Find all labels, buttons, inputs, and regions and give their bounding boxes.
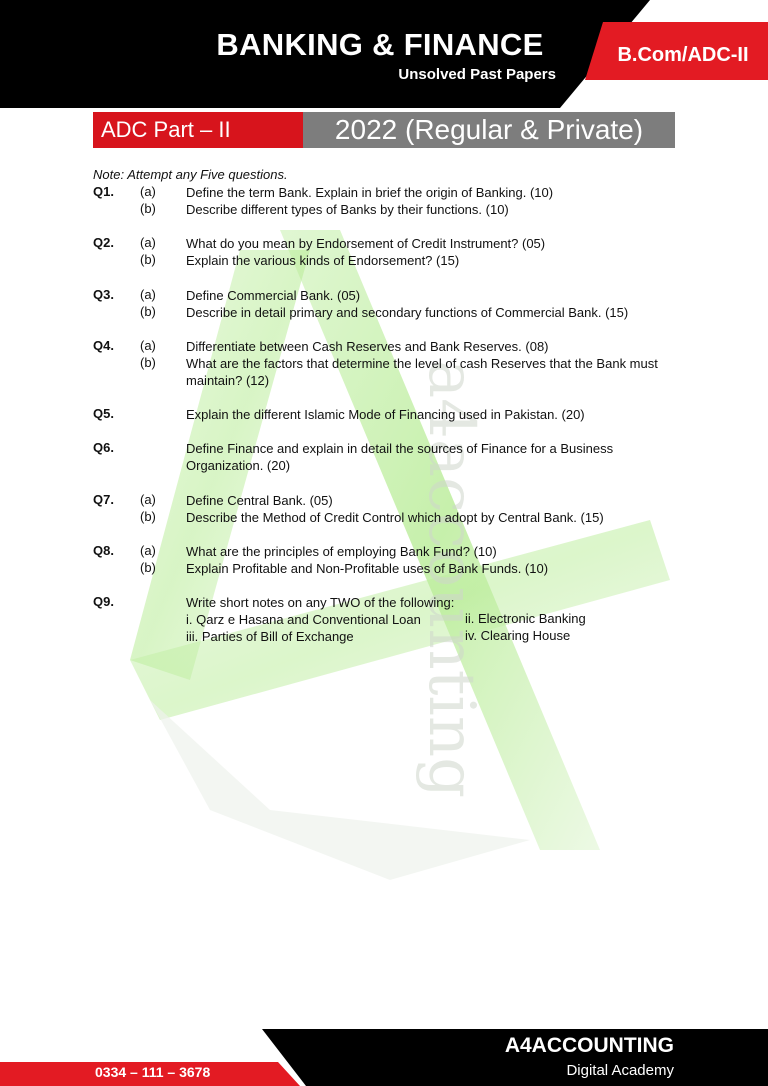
- question-text: Define Finance and explain in detail the sources of Finance for a Business Organization. (20): [186, 441, 614, 473]
- footer-brand: A4ACCOUNTING: [504, 1034, 674, 1057]
- question-text: Explain the different Islamic Mode of Financing used in Pakistan. (20): [186, 407, 585, 422]
- short-note-option: ii. Electronic Banking: [465, 611, 586, 626]
- page-title: BANKING & FINANCE: [216, 27, 544, 62]
- question-number: Q4.: [93, 338, 114, 353]
- watermark-text: a4accounting: [414, 360, 488, 799]
- question-text: Define Commercial Bank. (05): [186, 288, 361, 303]
- footer-phone: 0334 – 111 – 3678: [95, 1064, 211, 1080]
- question-part-label: (a): [140, 543, 156, 558]
- question-text: Explain Profitable and Non-Profitable uses of Bank Funds. (10): [186, 561, 549, 576]
- question-part-label: (b): [140, 252, 156, 267]
- question-part-label: (b): [140, 201, 156, 216]
- question-part-label: (a): [140, 338, 156, 353]
- question-number: Q5.: [93, 406, 114, 421]
- question-part-label: (b): [140, 355, 156, 370]
- question-number: Q3.: [93, 287, 114, 302]
- question-text: What are the principles of employing Bank Fund? (10): [186, 544, 497, 559]
- short-note-option: i. Qarz e Hasana and Conventional Loan: [186, 612, 421, 627]
- question-part-label: (b): [140, 560, 156, 575]
- question-text: Write short notes on any TWO of the following:: [186, 595, 455, 610]
- question-part-label: (a): [140, 235, 156, 250]
- question-number: Q7.: [93, 492, 114, 507]
- question-number: Q1.: [93, 184, 114, 199]
- question-text: What do you mean by Endorsement of Credit Instrument? (05): [186, 236, 546, 251]
- footer-tagline: Digital Academy: [566, 1062, 674, 1079]
- question-part-label: (a): [140, 492, 156, 507]
- question-text: Explain the various kinds of Endorsement? (15): [186, 253, 460, 268]
- question-text: Describe the Method of Credit Control which adopt by Central Bank. (15): [186, 510, 604, 525]
- question-number: Q9.: [93, 594, 114, 609]
- question-text: Differentiate between Cash Reserves and Bank Reserves. (08): [186, 339, 549, 354]
- page-subtitle: Unsolved Past Papers: [398, 66, 556, 83]
- part-label: ADC Part – II: [93, 112, 303, 148]
- short-note-option: iii. Parties of Bill of Exchange: [186, 629, 354, 644]
- instructions-note: Note: Attempt any Five questions.: [93, 167, 288, 182]
- question-text: Describe different types of Banks by their functions. (10): [186, 202, 509, 217]
- question-text: Define the term Bank. Explain in brief the origin of Banking. (10): [186, 185, 554, 200]
- session-label: 2022 (Regular & Private): [303, 112, 675, 148]
- question-text: Define Central Bank. (05): [186, 493, 333, 508]
- course-badge: B.Com/ADC-II: [617, 44, 749, 66]
- question-part-label: (a): [140, 184, 156, 199]
- question-number: Q2.: [93, 235, 114, 250]
- question-number: Q8.: [93, 543, 114, 558]
- question-text: Describe in detail primary and secondary functions of Commercial Bank. (15): [186, 305, 629, 320]
- question-number: Q6.: [93, 440, 114, 455]
- short-note-option: iv. Clearing House: [465, 628, 571, 643]
- question-text: What are the factors that determine the level of cash Reserves that the Bank must maintain? (12): [186, 356, 658, 388]
- question-part-label: (b): [140, 509, 156, 524]
- question-part-label: (b): [140, 304, 156, 319]
- question-part-label: (a): [140, 287, 156, 302]
